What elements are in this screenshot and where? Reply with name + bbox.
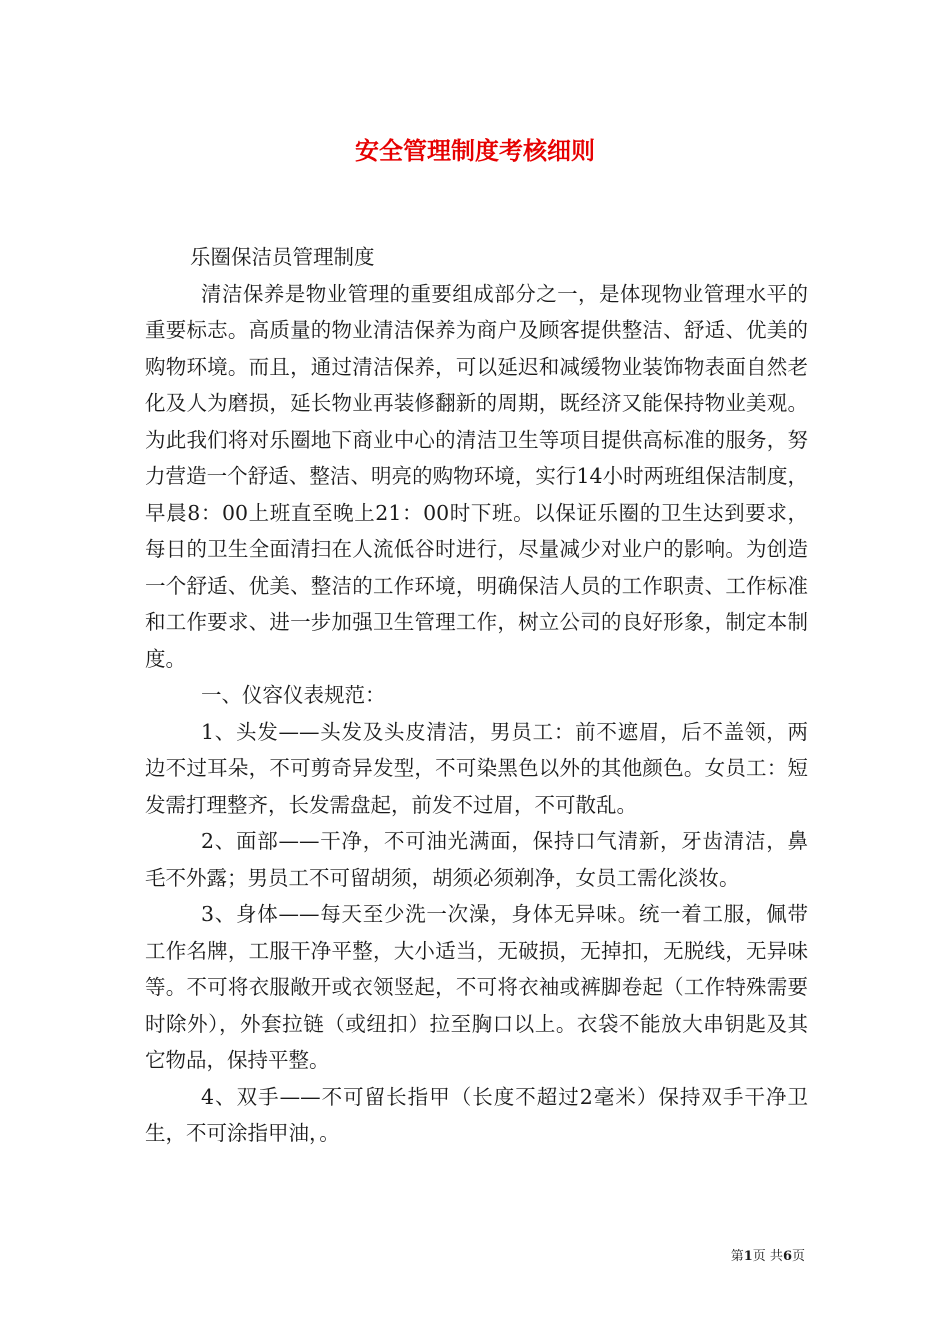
list-item: 1、头发——头发及头皮清洁，男员工：前不遮眉，后不盖领，两边不过耳朵，不可剪奇异发型，不可染黑色以外的其他颜色。女员工：短发需打理整齐，长发需盘起，前发不过眉，不可散乱。 (145, 719, 808, 817)
section-heading: 一、仪容仪表规范： (201, 683, 386, 707)
page-total: 6 (782, 1249, 792, 1264)
footer-suffix: 页 (791, 1249, 805, 1264)
intro-paragraph: 清洁保养是物业管理的重要组成部分之一，是体现物业管理水平的重要标志。高质量的物业清洁保养为商户及顾客提供整洁、舒适、优美的购物环境。而且，通过清洁保养，可以延迟和减缓物业装饰物表面自然老化及人为磨损，延长物业再装修翻新的周期，既经济又能保持物业美观。为此我们将对乐圈地下商业中心的清洁卫生等项目提供高标准的服务，努力营造一个舒适、整洁、明亮的购物环境，实行14小时两班组保洁制度，早晨8：00上班直至晚上21：00时下班。以保证乐圈的卫生达到要求，每日的卫生全面清扫在人流低谷时进行，尽量减少对业户的影响。为创造一个舒适、优美、整洁的工作环境，明确保洁人员的工作职责、工作标准和工作要求、进一步加强卫生管理工作，树立公司的良好形象，制定本制度。 (145, 281, 808, 671)
document-body (145, 239, 808, 1152)
list-item: 2、面部——干净，不可油光满面，保持口气清新，牙齿清洁，鼻毛不外露；男员工不可留胡须，胡须必须剃净，女员工需化淡妆。 (145, 829, 808, 890)
footer-prefix: 第 (730, 1249, 744, 1264)
document-title: 安全管理制度考核细则 (355, 136, 595, 165)
document-subtitle: 乐圈保洁员管理制度 (190, 245, 375, 269)
page-footer (731, 1248, 805, 1266)
footer-middle: 页 共 (752, 1249, 783, 1264)
page-number: 1 (743, 1249, 753, 1264)
list-item: 3、身体——每天至少洗一次澡，身体无异味。统一着工服，佩带工作名牌，工服干净平整，大小适当，无破损，无掉扣，无脱线，无异味等。不可将衣服敞开或衣领竖起，不可将衣袖或裤脚卷起（工作特殊需要时除外），外套拉链（或纽扣）拉至胸口以上。衣袋不能放大串钥匙及其它物品，保持平整。 (145, 902, 808, 1072)
list-item: 4、双手——不可留长指甲（长度不超过2毫米）保持双手干净卫生，不可涂指甲油，。 (145, 1084, 808, 1145)
